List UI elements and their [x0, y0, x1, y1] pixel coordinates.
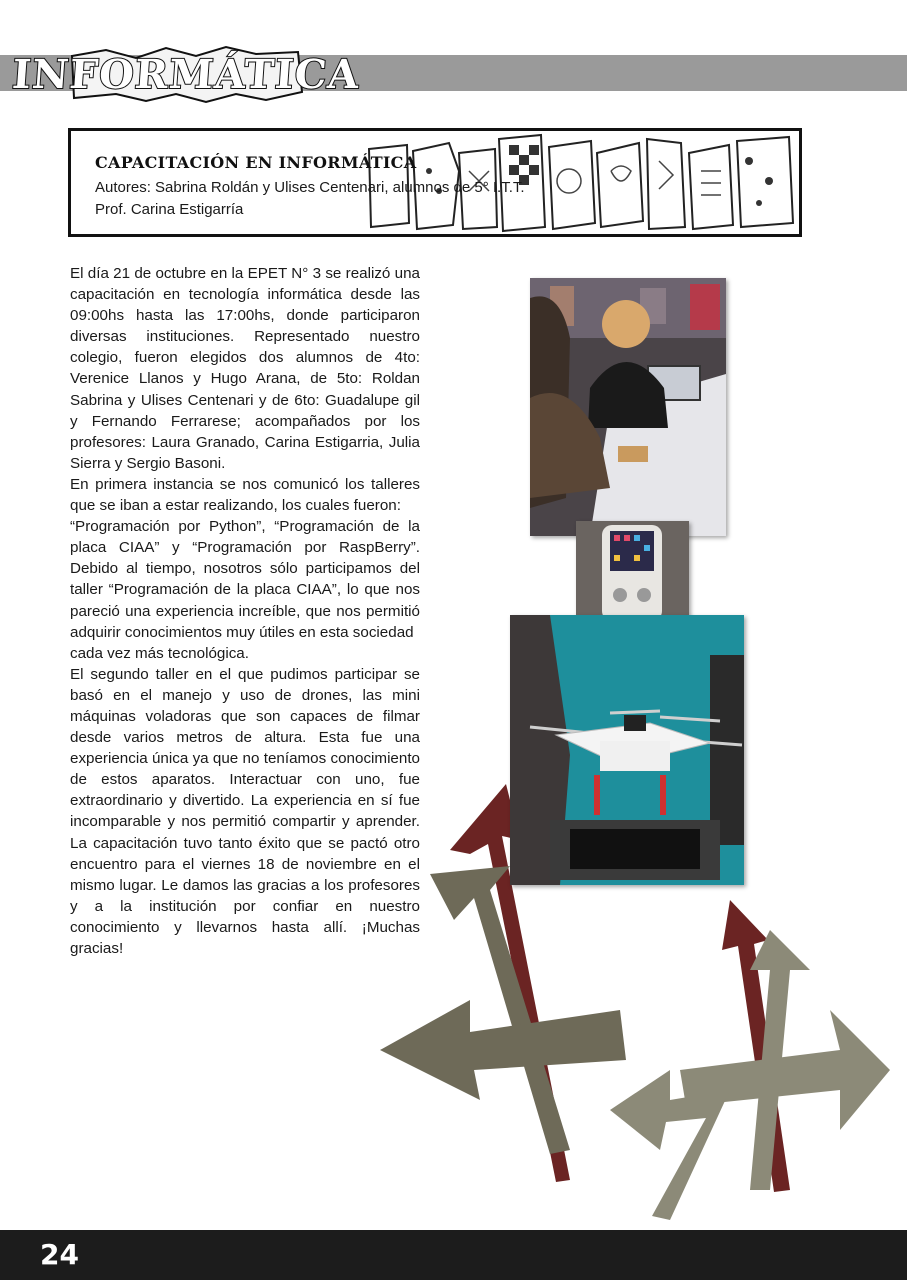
- article-professor: Prof. Carina Estigarría: [95, 201, 244, 218]
- arrow-olive-1: [430, 866, 570, 1154]
- article-header: [68, 128, 802, 237]
- arrow-olive-2: [380, 1000, 626, 1100]
- page-number: 24: [40, 1238, 79, 1271]
- drone-photo: [510, 615, 744, 885]
- paragraph: El segundo taller en el que pudimos participar se basó en el manejo y uso de drones, las mini máquinas voladoras que son capaces de filmar desde varios metros de altura. Esta fue una experiencia única ya que no teníamos conocimiento de estos aparatos. Interactuar con uno, fue extraordinario y divertido. La experiencia en sí fue incomparable y nos permitió compartir y aprender. La capacitación tuvo tanto éxito que se pactó otro encuentro para el viernes 18 de noviembre en el mismo lugar. Le damos las gracias a los profesores y a la institución por confiar en nuestro conocimiento y llevarnos hasta allí. ¡Muchas gracias!: [70, 665, 420, 957]
- footer-bar: [0, 1230, 907, 1280]
- section-logo: [10, 44, 362, 104]
- workshop-photo: [530, 278, 726, 536]
- article-title: CAPACITACIÓN EN INFORMÁTICA: [95, 153, 417, 172]
- drone-scene: [510, 615, 744, 885]
- paragraph: “Programación por Python”, “Programación de la placa CIAA” y “Programación por RaspBerry”. Debido al tiempo, nosotros sólo participamos del taller “Programación de la placa CIAA”, lo que nos pareció una experiencia increíble, que nos permitió adquirir conocimientos muy útiles en esta sociedad: [70, 518, 420, 641]
- article-authors: Autores: Sabrina Roldán y Ulises Centenari, alumnos de 5° I.T.T.: [95, 179, 525, 196]
- article-body: [70, 263, 420, 959]
- paragraph: El día 21 de octubre en la EPET N° 3 se realizó una capacitación en tecnología informática desde las 09:00hs hasta las 17:00hs, donde participaron diversas instituciones. Representado nuestro colegio, fueron elegidos dos alumnos de 4to: Verenice Llanos y Hugo Arana, de 5to: Roldan Sabrina y Ulises Centenari y de 6to: Guadalupe gil y Fernando Ferrarese; acompañados por los profesores: Laura Granado, Carina Estigarria, Julia Sierra y Sergio Basoni.: [70, 265, 420, 472]
- section-logo-text: INFORMÁTICA: [10, 50, 362, 98]
- paragraph: En primera instancia se nos comunicó los talleres que se iban a estar realizando, los cuales fueron:: [70, 475, 420, 515]
- paragraph: cada vez más tecnológica.: [70, 644, 249, 662]
- workshop-scene: [530, 278, 726, 536]
